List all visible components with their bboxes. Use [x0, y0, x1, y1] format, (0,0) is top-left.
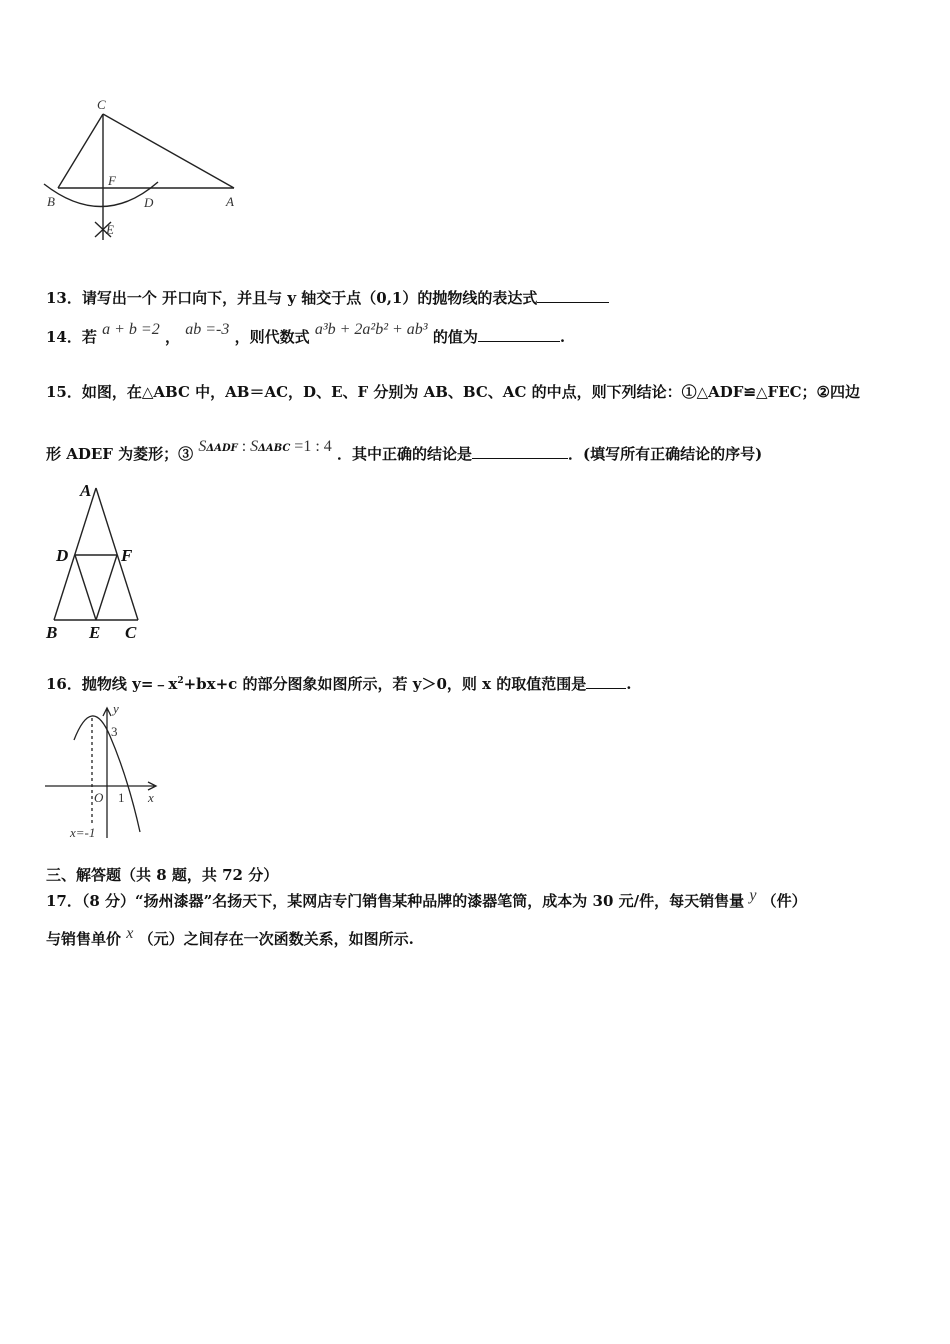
q15-ratio-sub1: ΔADF [206, 443, 238, 454]
q14-tail: . [559, 328, 566, 346]
q13-number: 13． [46, 289, 82, 307]
segment-cb [58, 114, 103, 188]
label-axis-x-eq-neg1: x=-1 [70, 825, 96, 840]
q17-line2-post: （元）之间存在一次函数关系，如图所示. [138, 930, 414, 948]
q16-tail: . [626, 675, 632, 693]
figure-q15-triangle [40, 480, 150, 645]
label-b: B [46, 623, 58, 642]
q13-text: 请写出一个 开口向下，并且与 y 轴交于点（0,1）的抛物线的表达式 [81, 289, 538, 307]
q17-line2-pre: 与销售单价 [46, 930, 122, 948]
q14-comma: ， [164, 328, 180, 346]
label-c: C [125, 623, 137, 642]
q15-ratio-s1: S [198, 438, 207, 455]
label-d: D [56, 546, 69, 565]
q15-ratio-sub2: ΔABC [258, 443, 291, 454]
question-17-line-1 [46, 887, 807, 911]
q15-ratio-value: =1 : 4 [290, 438, 332, 455]
question-15-line-2 [46, 438, 763, 464]
q14-condition-2: ab =-3 [185, 321, 230, 338]
q15-line2-mid: ．其中正确的结论是 [337, 445, 473, 463]
label-a: A [226, 194, 234, 209]
segment-de [75, 555, 96, 620]
q17-var-x: x [126, 925, 134, 942]
q14-pre: 若 [81, 328, 97, 346]
q14-mid: ，则代数式 [234, 328, 310, 346]
q15-line2-pre: 形 ADEF 为菱形；③ [46, 445, 194, 463]
q14-answer-blank[interactable] [478, 341, 560, 342]
label-y: y [113, 701, 119, 716]
section-3-title: 三、解答题（共 8 题，共 72 分） [46, 866, 279, 884]
q17-line1-pre: 17．（8 分）“扬州漆器”名扬天下，某网店专门销售某种品牌的漆器笔筒，成本为 30 元/件，每天销售量 [46, 892, 745, 910]
figure-q16-parabola [40, 700, 170, 842]
q16-text-post: +bx+c 的部分图象如图所示，若 y＞0，则 x 的取值范围是 [183, 675, 587, 693]
q14-expression: a³b + 2a²b² + ab³ [314, 321, 428, 338]
label-e: E [89, 623, 101, 642]
segment-ca [103, 114, 234, 188]
figure-q12-construction [40, 92, 250, 244]
q13-answer-blank[interactable] [537, 302, 609, 303]
label-d: D [144, 195, 154, 210]
label-f: F [121, 546, 133, 565]
q14-condition-1: a + b =2 [102, 321, 160, 338]
q16-answer-blank[interactable] [586, 688, 626, 689]
label-origin: O [94, 790, 104, 805]
label-f: F [108, 173, 116, 188]
q16-text-pre: 抛物线 y=﹣x [81, 675, 178, 693]
label-c: C [97, 97, 106, 112]
q16-number: 16． [46, 675, 82, 693]
label-1: 1 [118, 790, 125, 805]
arc-bd [44, 182, 158, 207]
q14-number: 14． [46, 328, 82, 346]
q17-line1-post: （件） [761, 892, 807, 910]
q15-answer-blank[interactable] [472, 458, 568, 459]
label-b: B [47, 194, 55, 209]
label-e: E [106, 222, 114, 237]
question-17-line-2 [46, 925, 414, 949]
question-14 [46, 321, 566, 347]
q14-post: 的值为 [432, 328, 478, 346]
q15-area-ratio [198, 437, 337, 455]
q15-ratio-s2: S [250, 438, 259, 455]
question-16 [46, 673, 632, 694]
question-15-line-1: 15．如图，在△ABC 中，AB＝AC，D、E、F 分别为 AB、BC、AC 的中点，则下列结论：①△ADF≌△FEC；②四边 [46, 383, 861, 401]
label-a: A [80, 481, 92, 500]
label-3: 3 [111, 724, 118, 739]
q15-line2-post: ．(填写所有正确结论的序号) [568, 445, 763, 463]
q15-ratio-colon: : [237, 438, 251, 455]
label-x: x [148, 790, 154, 805]
question-13 [46, 287, 609, 308]
q16-exponent: 2 [177, 676, 184, 686]
segment-fe [96, 555, 117, 620]
q17-var-y: y [749, 887, 757, 904]
